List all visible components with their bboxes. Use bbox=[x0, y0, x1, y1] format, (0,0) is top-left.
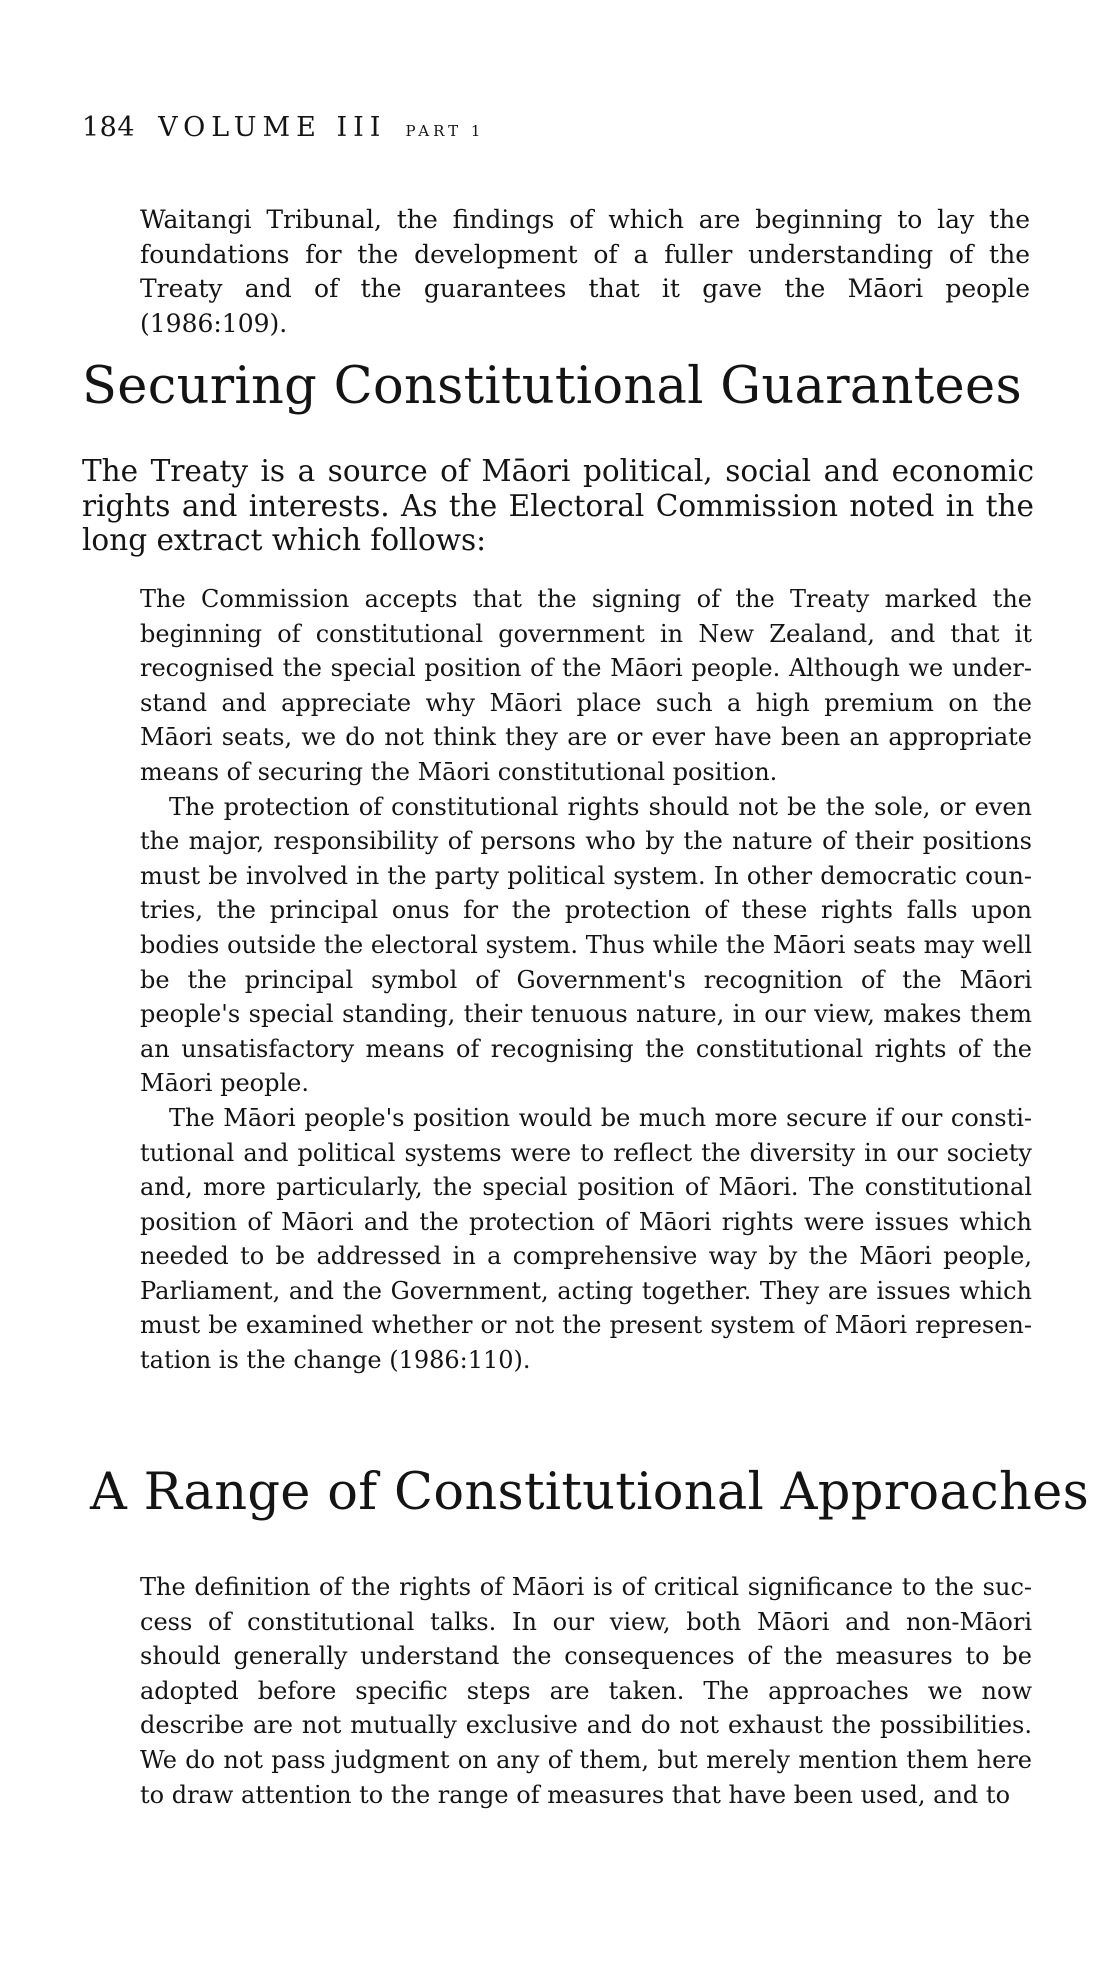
volume-label: VOLUME III bbox=[158, 112, 387, 143]
quote-paragraph: The Māori people's position would be much more secure if our constitutional and political systems were to reflect the diversity in our society and, more particularly, the special position of Māori. The constitutional position of Māori and the protection of Māori rights were issues which needed to be addressed in a comprehensive way by the Māori people, Parliament, and the Government, acting together. They are issues which must be examined whether or not the present system of Māori representation is the change (1986:110). bbox=[140, 1103, 1032, 1375]
section-heading-approaches: A Range of Constitutional Approaches bbox=[90, 1463, 1090, 1522]
section-heading-securing: Securing Constitutional Guarantees bbox=[82, 357, 1022, 416]
quote-paragraph: The protection of constitutional rights should not be the sole, or even the major, responsibility of persons who by the nature of their positions must be involved in the party political system. In other democratic countries, the principal onus for the protection of these rights falls upon bodies outside the electoral system. Thus while the Māori seats may well be the principal symbol of Government's recognition of the Māori people's special standing, their tenuous nature, in our view, makes them an unsatisfactory means of recognising the constitutional rights of the Māori people. bbox=[140, 792, 1032, 1098]
block-quote bbox=[140, 582, 1032, 1378]
intro-paragraph: Waitangi Tribunal, the findings of which are beginning to lay the foundations for the development of a fuller understanding of the Treaty and of the guarantees that it gave the Māori people (1986:109). bbox=[140, 205, 1030, 338]
body-paragraph: The definition of the rights of Māori is of critical significance to the success of constitutional talks. In our view, both Māori and non-Māori should generally understand the consequences of the measures to be adopted before specific steps are taken. The approaches we now describe are not mutually exclusive and do not exhaust the possibilities. We do not pass judgment on any of them, but merely mention them here to draw attention to the range of measures that have been used, and to bbox=[140, 1573, 1032, 1809]
lead-paragraph: The Treaty is a source of Māori political, social and economic rights and interests. As the Electoral Commission noted in the long extract which follows: bbox=[82, 454, 1034, 557]
running-header bbox=[82, 112, 484, 143]
quote-paragraph: The Commission accepts that the signing of the Treaty marked the beginning of constitutional government in New Zealand, and that it recognised the special position of the Māori people. Although we understand and appreciate why Māori place such a high premium on the Māori seats, we do not think they are or ever have been an appropriate means of securing the Māori constitutional position. bbox=[140, 585, 1032, 786]
page-number: 184 bbox=[82, 112, 136, 143]
part-label: PART 1 bbox=[405, 122, 485, 140]
